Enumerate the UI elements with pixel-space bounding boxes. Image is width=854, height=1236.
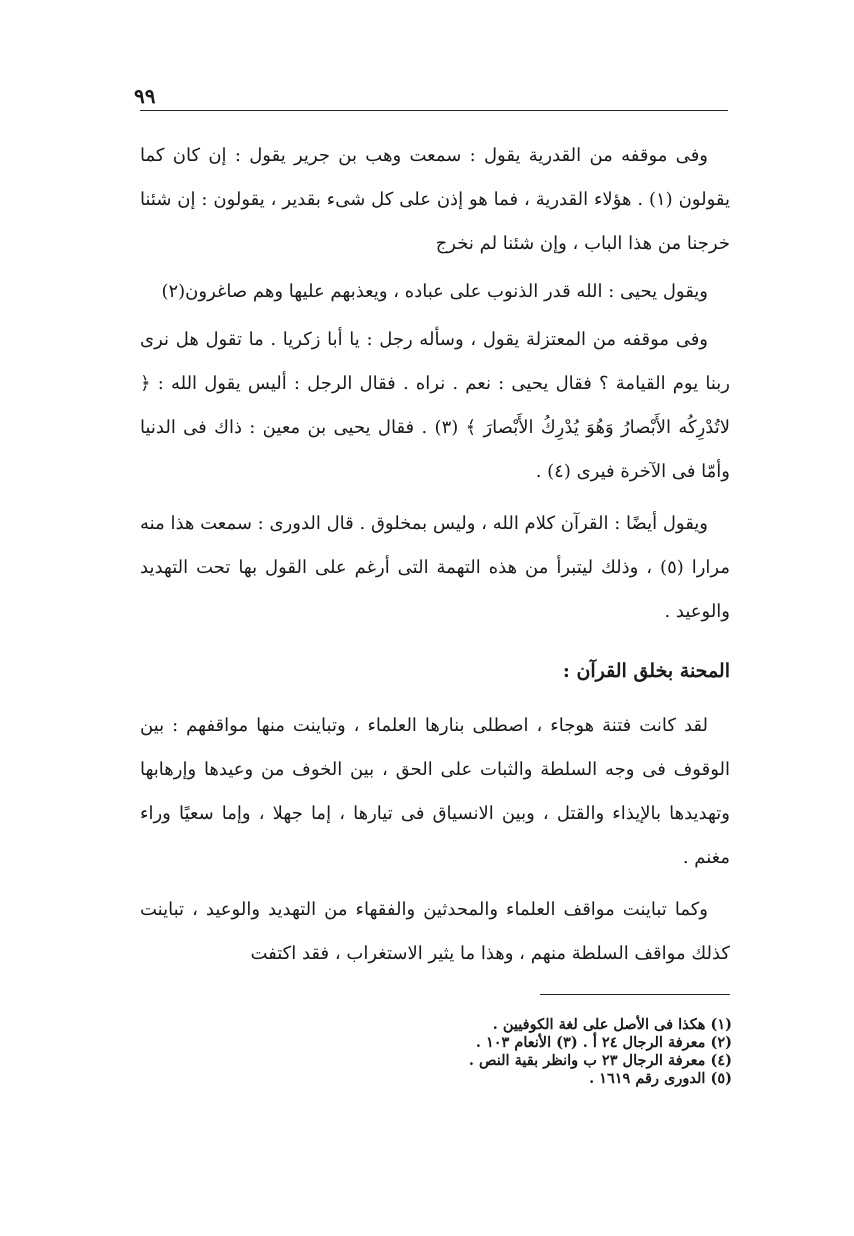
page-number: ٩٩: [134, 84, 156, 108]
paragraph-qadariyya: وفى موقفه من القدرية يقول : سمعت وهب بن جرير يقول : إن كان كما يقولون (١) . هؤلاء القدرية ، فما هو إذن على كل شىء بقدير ، يقولون : إن شئنا خرجنا من هذا الباب ، وإن شئنا لم نخرج: [140, 145, 730, 254]
footnote-5: (٥) الدورى رقم ١٦١٩ .: [589, 1070, 732, 1087]
paragraph-fitna: لقد كانت فتنة هوجاء ، اصطلى بنارها العلماء ، وتباينت منها مواقفهم : بين الوقوف فى وجه السلطة والثبات على الحق ، بين الخوف من وعيدها وإرهابها وتهديدها بالإيذاء والقتل ، وبين الانسياق فى تيارها ، إما جهلا ، وإما سعيًا وراء مغنم .: [140, 715, 730, 868]
paragraph-authority: وكما تباينت مواقف العلماء والمحدثين والفقهاء من التهديد والوعيد ، تباينت كذلك مواقف السلطة منهم ، وهذا ما يثير الاستغراب ، فقد اكتفت: [140, 899, 730, 964]
header-rule: [140, 110, 728, 111]
footnote-rule: [540, 994, 730, 995]
footnote-2-3: (٢) معرفة الرجال ٢٤ أ . (٣) الأنعام ١٠٣ .: [475, 1034, 732, 1051]
paragraph-sins: ويقول يحيى : الله قدر الذنوب على عباده ، ويعذبهم عليها وهم صاغرون(٢): [161, 281, 708, 302]
footnote-4: (٤) معرفة الرجال ٢٣ ب وانظر بقية النص .: [468, 1052, 732, 1069]
body-text-section: [140, 704, 730, 976]
section-heading: المحنة بخلق القرآن :: [562, 660, 730, 682]
paragraph-quran-speech: ويقول أيضًا : القرآن كلام الله ، وليس بمخلوق . قال الدورى : سمعت هذا منه مرارا (٥) ، وذلك ليتبرأ من هذه التهمة التى أرغم على القول بها تحت التهديد والوعيد .: [140, 513, 731, 622]
body-text-top: [140, 134, 730, 634]
paragraph-mutazila: وفى موقفه من المعتزلة يقول ، وسأله رجل : يا أبا زكريا . ما تقول هل نرى ربنا يوم القيامة ؟ فقال يحيى : نعم . نراه . فقال الرجل : أليس يقول الله : ﴿ لاتُدْرِكُه الأَبْصارُ وَهُوَ يُدْرِكُ الأَبْصارَ ﴾ (٣) . فقال يحيى بن معين : ذاك فى الدنيا وأمّا فى الآخرة فيرى (٤) .: [140, 329, 730, 482]
footnote-1: (١) هكذا فى الأصل على لغة الكوفيين .: [492, 1016, 732, 1033]
footnotes: [292, 1016, 732, 1088]
